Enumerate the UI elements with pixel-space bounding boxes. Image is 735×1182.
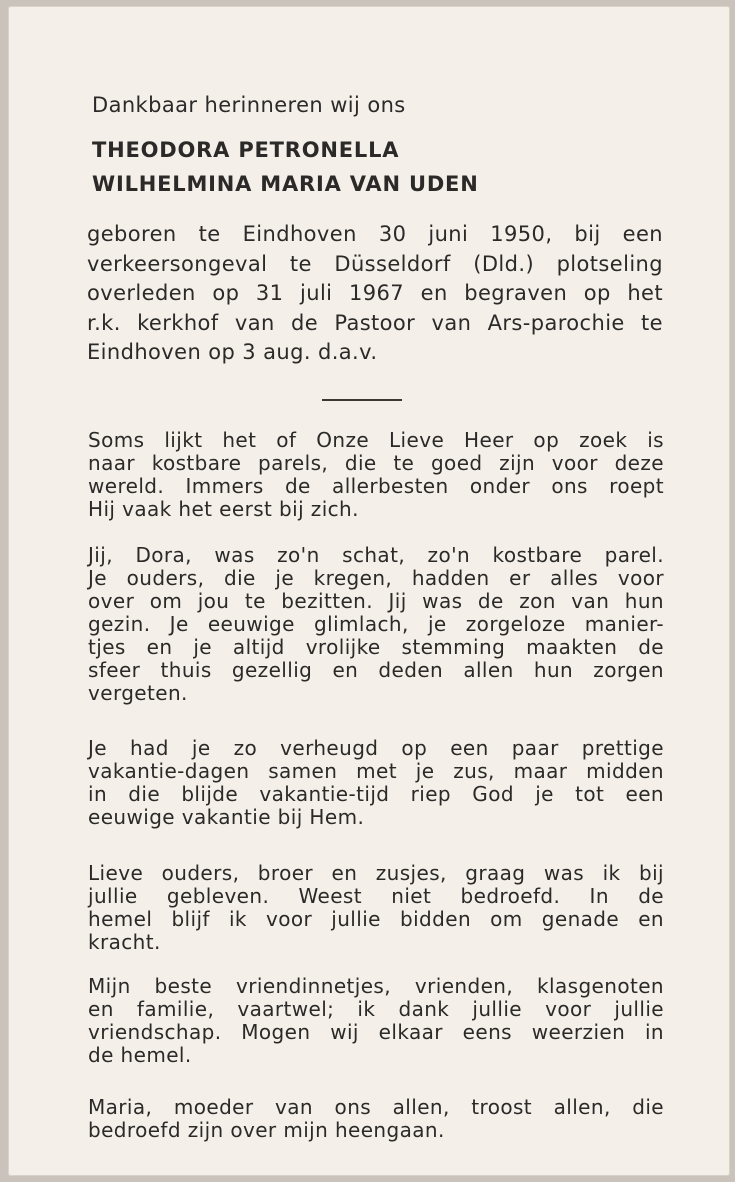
text-line: sfeer thuis gezellig en deden allen hun zorgen	[88, 658, 664, 682]
text-line: gezin. Je eeuwige glimlach, je zorgeloze manier-	[88, 612, 664, 636]
text-line: in die blijde vakantie-tijd riep God je tot een	[88, 782, 664, 806]
name-line-1: THEODORA PETRONELLA	[92, 138, 400, 162]
intro-line: Dankbaar herinneren wij ons	[92, 93, 406, 117]
text-line: Soms lijkt het of Onze Lieve Heer op zoek is	[88, 428, 664, 452]
paragraph-2	[88, 544, 664, 705]
details-line: Eindhoven op 3 aug. d.a.v.	[87, 340, 378, 364]
text-line: de hemel.	[88, 1043, 192, 1067]
text-line: eeuwige vakantie bij Hem.	[88, 805, 365, 829]
text-line: wereld. Immers de allerbesten onder ons roept	[88, 474, 664, 498]
memorial-card	[8, 6, 730, 1176]
text-line: naar kostbare parels, die te goed zijn voor deze	[88, 451, 664, 475]
details-line: verkeersongeval te Düsseldorf (Dld.) plotseling	[87, 251, 663, 276]
text-line: en familie, vaartwel; ik dank jullie voor jullie	[88, 997, 664, 1021]
text-line: Je had je zo verheugd op een paar prettige	[88, 736, 664, 760]
text-line: vergeten.	[88, 681, 188, 705]
text-line: hemel blijf ik voor jullie bidden om genade en	[88, 907, 664, 931]
text-line: bedroefd zijn over mijn heengaan.	[88, 1118, 445, 1142]
birth-death-details	[87, 220, 663, 368]
text-line: Je ouders, die je kregen, hadden er alles voor	[88, 566, 664, 590]
text-line: kracht.	[88, 930, 161, 954]
text-line: Maria, moeder van ons allen, troost allen, die	[88, 1095, 664, 1119]
paragraph-3	[88, 737, 664, 829]
text-line: vakantie-dagen samen met je zus, maar midden	[88, 759, 664, 783]
text-line: vriendschap. Mogen wij elkaar eens weerzien in	[88, 1020, 664, 1044]
paragraph-4	[88, 862, 664, 954]
text-line: Jij, Dora, was zo'n schat, zo'n kostbare parel.	[88, 543, 664, 567]
paragraph-6	[88, 1096, 664, 1142]
text-line: Lieve ouders, broer en zusjes, graag was ik bij	[88, 861, 664, 885]
text-line: Mijn beste vriendinnetjes, vrienden, klasgenoten	[88, 974, 664, 998]
paragraph-1	[88, 429, 664, 521]
details-line: geboren te Eindhoven 30 juni 1950, bij een	[87, 222, 663, 246]
details-line: overleden op 31 juli 1967 en begraven op het	[87, 281, 663, 305]
name-line-2: WILHELMINA MARIA VAN UDEN	[92, 172, 479, 196]
text-line: over om jou te bezitten. Jij was de zon van hun	[88, 589, 664, 613]
text-line: tjes en je altijd vrolijke stemming maakten de	[88, 635, 664, 659]
details-line: r.k. kerkhof van de Pastoor van Ars-parochie te	[87, 310, 663, 335]
divider-rule	[322, 399, 402, 401]
paragraph-5	[88, 975, 664, 1067]
text-line: Hij vaak het eerst bij zich.	[88, 497, 359, 521]
text-line: jullie gebleven. Weest niet bedroefd. In de	[88, 884, 664, 908]
